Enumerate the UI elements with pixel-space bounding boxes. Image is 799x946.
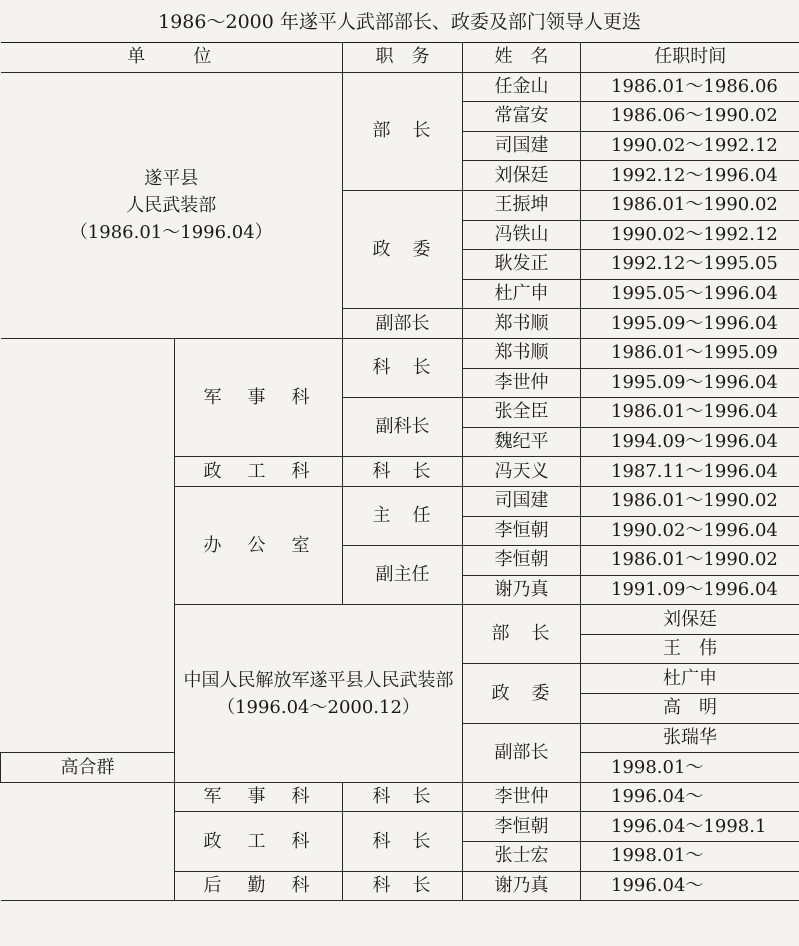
- name-cell: 李世仲: [463, 782, 581, 812]
- term-cell: 1996.04～: [581, 871, 799, 901]
- name-cell: 李世仲: [463, 368, 581, 398]
- position-cell: 主 任: [343, 486, 463, 545]
- subunit-cell: 政 工 科: [175, 812, 343, 871]
- name-cell: 王振坤: [463, 190, 581, 220]
- indent-blank: [1, 338, 175, 752]
- position-cell: 部 长: [343, 72, 463, 190]
- position-cell: 科 长: [343, 871, 463, 901]
- table-row: [1, 338, 799, 368]
- term-cell: 1996.04～1998.1: [581, 812, 799, 842]
- term-cell: 1995.09～1996.04: [581, 368, 799, 398]
- name-cell: 常富安: [463, 102, 581, 132]
- term-cell: 1986.01～1995.09: [581, 338, 799, 368]
- name-cell: 冯铁山: [463, 220, 581, 250]
- subunit-cell: 办 公 室: [175, 486, 343, 604]
- header-name: 姓 名: [463, 43, 581, 73]
- term-cell: 1986.01～1990.02: [581, 546, 799, 576]
- header-term: 任职时间: [581, 43, 799, 73]
- position-cell: 科 长: [343, 338, 463, 397]
- indent-blank: [1, 782, 175, 900]
- term-cell: 1994.09～1996.04: [581, 427, 799, 457]
- unit-period: （1986.01～1996.04）: [69, 221, 273, 243]
- term-cell: 1986.01～1996.04: [581, 398, 799, 428]
- name-cell: 张全臣: [463, 398, 581, 428]
- unit-pla-suiping: [175, 605, 463, 783]
- subunit-cell: 军 事 科: [175, 338, 343, 456]
- position-cell: 政 委: [343, 190, 463, 308]
- term-cell: 1990.02～1992.12: [581, 220, 799, 250]
- position-cell: 副部长: [343, 309, 463, 339]
- name-cell: 高 明: [581, 694, 799, 724]
- header-row: [1, 43, 799, 73]
- name-cell: 李恒朝: [463, 516, 581, 546]
- name-cell: 王 伟: [581, 634, 799, 664]
- unit-name-line: 遂平县: [144, 167, 199, 189]
- position-cell: 科 长: [343, 812, 463, 871]
- name-cell: 杜广申: [581, 664, 799, 694]
- unit-period: （1996.04～2000.12）: [217, 696, 420, 718]
- term-cell: 1996.04～: [581, 782, 799, 812]
- name-cell: 李恒朝: [463, 546, 581, 576]
- name-cell: 耿发正: [463, 250, 581, 280]
- name-cell: 张瑞华: [581, 723, 799, 753]
- table-row: [1, 782, 799, 812]
- position-cell: 科 长: [343, 457, 463, 487]
- subunit-cell: 军 事 科: [175, 782, 343, 812]
- name-cell: 杜广申: [463, 279, 581, 309]
- header-position: 职 务: [343, 43, 463, 73]
- name-cell: 郑书顺: [463, 338, 581, 368]
- term-cell: 1991.09～1996.04: [581, 575, 799, 605]
- term-cell: 1990.02～1992.12: [581, 131, 799, 161]
- term-cell: 1995.09～1996.04: [581, 309, 799, 339]
- term-cell: 1986.01～1990.02: [581, 190, 799, 220]
- term-cell: 1987.11～1996.04: [581, 457, 799, 487]
- position-cell: 副主任: [343, 546, 463, 605]
- name-cell: 冯天义: [463, 457, 581, 487]
- document-title: 1986～2000 年遂平人武部部长、政委及部门领导人更迭: [158, 11, 641, 33]
- term-cell: 1998.01～: [581, 753, 799, 783]
- name-cell: 高合群: [1, 753, 175, 783]
- name-cell: 司国建: [463, 486, 581, 516]
- term-cell: 1986.01～1990.02: [581, 486, 799, 516]
- term-cell: 1986.01～1986.06: [581, 72, 799, 102]
- unit-name-line: 中国人民解放军遂平县人民武装部: [183, 669, 454, 691]
- term-cell: 1995.05～1996.04: [581, 279, 799, 309]
- position-cell: 副科长: [343, 398, 463, 457]
- name-cell: 谢乃真: [463, 871, 581, 901]
- term-cell: 1992.12～1996.04: [581, 161, 799, 191]
- term-cell: 1998.01～: [581, 842, 799, 872]
- name-cell: 谢乃真: [463, 575, 581, 605]
- term-cell: 1990.02～1996.04: [581, 516, 799, 546]
- position-cell: 部 长: [463, 605, 581, 664]
- name-cell: 任金山: [463, 72, 581, 102]
- table-row: [1, 72, 799, 102]
- name-cell: 李恒朝: [463, 812, 581, 842]
- name-cell: 张士宏: [463, 842, 581, 872]
- unit-suiping-pad: [1, 72, 343, 338]
- name-cell: 郑书顺: [463, 309, 581, 339]
- name-cell: 司国建: [463, 131, 581, 161]
- position-cell: 政 委: [463, 664, 581, 723]
- term-cell: 1992.12～1995.05: [581, 250, 799, 280]
- header-unit: 单 位: [1, 43, 343, 73]
- unit-name-line: 人民武装部: [126, 194, 217, 216]
- leadership-table: [0, 42, 799, 901]
- subunit-cell: 后 勤 科: [175, 871, 343, 901]
- position-cell: 科 长: [343, 782, 463, 812]
- term-cell: 1986.06～1990.02: [581, 102, 799, 132]
- name-cell: 魏纪平: [463, 427, 581, 457]
- subunit-cell: 政 工 科: [175, 457, 343, 487]
- position-cell: 副部长: [463, 723, 581, 782]
- name-cell: 刘保廷: [463, 161, 581, 191]
- name-cell: 刘保廷: [581, 605, 799, 635]
